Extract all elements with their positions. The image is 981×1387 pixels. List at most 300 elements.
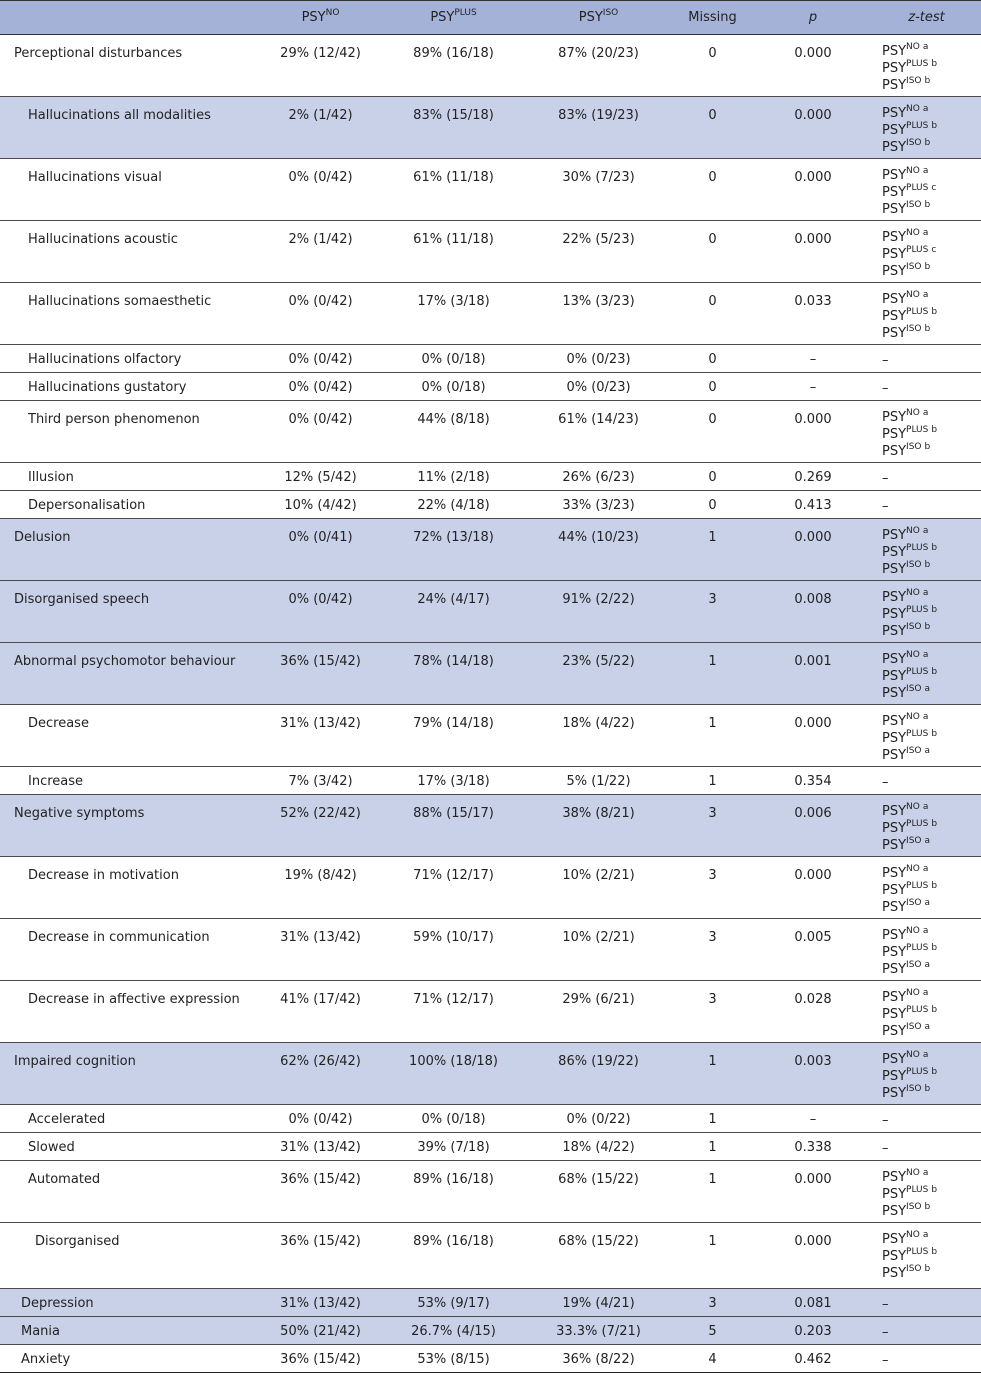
- row-label: Disorganised: [0, 1223, 260, 1289]
- cell-missing: 1: [671, 643, 754, 705]
- table-row: [0, 1289, 981, 1317]
- cell-z-test: [872, 919, 981, 981]
- z-group-prefix: PSY: [882, 731, 907, 746]
- z-group-prefix: PSY: [882, 78, 907, 93]
- z-subset-letter: b: [931, 729, 938, 739]
- cell-missing: 0: [671, 463, 754, 491]
- header-psy-iso: $PSY^{ISO}$: [526, 1, 671, 35]
- z-group-sup: NO: [906, 864, 920, 874]
- z-subset-letter: c: [931, 245, 937, 255]
- z-test-entry: [882, 1203, 980, 1220]
- cell-z-test: –: [872, 1289, 981, 1317]
- z-subset-letter: b: [931, 425, 938, 435]
- table-row: [0, 1345, 981, 1373]
- row-label: Disorganised speech: [0, 581, 260, 643]
- table-row: [0, 491, 981, 519]
- row-label: Perceptional disturbances: [0, 35, 260, 97]
- cell-psy-no: 36% (15/42): [260, 643, 381, 705]
- z-subset-letter: b: [931, 881, 938, 891]
- z-group-sup: ISO: [906, 622, 922, 632]
- z-group-sup: NO: [906, 42, 920, 52]
- cell-missing: 1: [671, 1161, 754, 1223]
- z-group-sup: ISO: [906, 324, 922, 334]
- z-group-prefix: PSY: [882, 1232, 907, 1247]
- cell-p: 0.000: [754, 519, 872, 581]
- z-group-sup: ISO: [906, 262, 922, 272]
- cell-psy-no: 0% (0/41): [260, 519, 381, 581]
- z-test-entry: [882, 201, 980, 218]
- row-label: Hallucinations all modalities: [0, 97, 260, 159]
- cell-psy-plus: 71% (12/17): [381, 981, 526, 1043]
- cell-missing: 3: [671, 795, 754, 857]
- z-group-sup: NO: [906, 926, 920, 936]
- table-row: [0, 373, 981, 401]
- z-group-prefix: PSY: [882, 1024, 907, 1039]
- z-group-sup: ISO: [906, 200, 922, 210]
- z-test-entry: [882, 837, 980, 854]
- cell-psy-plus: 26.7% (4/15): [381, 1317, 526, 1345]
- cell-z-test: [872, 1223, 981, 1289]
- row-label: Automated: [0, 1161, 260, 1223]
- cell-psy-plus: 100% (18/18): [381, 1043, 526, 1105]
- z-subset-letter: a: [922, 166, 929, 176]
- cell-psy-no: 50% (21/42): [260, 1317, 381, 1345]
- z-test-entry: [882, 561, 980, 578]
- cell-psy-plus: 44% (8/18): [381, 401, 526, 463]
- z-test-entry: [882, 651, 980, 668]
- cell-missing: 1: [671, 1133, 754, 1161]
- z-group-sup: PLUS: [906, 729, 929, 739]
- cell-psy-no: 31% (13/42): [260, 1289, 381, 1317]
- z-group-prefix: PSY: [882, 292, 907, 307]
- cell-psy-iso: 5% (1/22): [526, 767, 671, 795]
- cell-z-test: [872, 401, 981, 463]
- table-row: [0, 35, 981, 97]
- z-group-sup: PLUS: [906, 183, 929, 193]
- cell-p: –: [754, 1105, 872, 1133]
- z-group-prefix: PSY: [882, 990, 907, 1005]
- cell-psy-iso: 86% (19/22): [526, 1043, 671, 1105]
- z-subset-letter: b: [924, 138, 931, 148]
- z-group-sup: PLUS: [906, 667, 929, 677]
- cell-psy-plus: 0% (0/18): [381, 1105, 526, 1133]
- cell-z-test: –: [872, 1133, 981, 1161]
- cell-psy-no: 0% (0/42): [260, 581, 381, 643]
- z-test-entry: [882, 589, 980, 606]
- z-subset-letter: b: [931, 1185, 938, 1195]
- cell-p: –: [754, 345, 872, 373]
- table-row: [0, 795, 981, 857]
- cell-psy-no: 12% (5/42): [260, 463, 381, 491]
- z-test-entry: [882, 944, 980, 961]
- z-subset-letter: a: [922, 802, 929, 812]
- cell-psy-plus: 22% (4/18): [381, 491, 526, 519]
- z-group-prefix: PSY: [882, 1007, 907, 1022]
- z-group-prefix: PSY: [882, 444, 907, 459]
- cell-missing: 1: [671, 519, 754, 581]
- z-subset-letter: b: [931, 1005, 938, 1015]
- table-row: [0, 1317, 981, 1345]
- row-label: Depersonalisation: [0, 491, 260, 519]
- cell-psy-iso: 36% (8/22): [526, 1345, 671, 1373]
- cell-psy-iso: 0% (0/23): [526, 373, 671, 401]
- z-test-entry: [882, 139, 980, 156]
- cell-psy-plus: 59% (10/17): [381, 919, 526, 981]
- cell-missing: 0: [671, 159, 754, 221]
- cell-p: 0.000: [754, 97, 872, 159]
- row-label: Third person phenomenon: [0, 401, 260, 463]
- cell-psy-no: 36% (15/42): [260, 1223, 381, 1289]
- z-subset-letter: a: [924, 1022, 931, 1032]
- z-test-entry: [882, 927, 980, 944]
- cell-psy-plus: 17% (3/18): [381, 283, 526, 345]
- table-row: [0, 981, 981, 1043]
- cell-z-test: –: [872, 767, 981, 795]
- z-subset-letter: a: [922, 712, 929, 722]
- row-label: Decrease: [0, 705, 260, 767]
- cell-p: 0.338: [754, 1133, 872, 1161]
- cell-p: 0.033: [754, 283, 872, 345]
- cell-missing: 3: [671, 919, 754, 981]
- cell-psy-plus: 39% (7/18): [381, 1133, 526, 1161]
- cell-psy-iso: 10% (2/21): [526, 857, 671, 919]
- cell-missing: 4: [671, 1345, 754, 1373]
- cell-psy-iso: 0% (0/22): [526, 1105, 671, 1133]
- cell-psy-plus: 78% (14/18): [381, 643, 526, 705]
- z-group-prefix: PSY: [882, 624, 907, 639]
- cell-psy-iso: 68% (15/22): [526, 1223, 671, 1289]
- z-group-sup: ISO: [906, 746, 922, 756]
- z-test-entry: [882, 43, 980, 60]
- z-test-entry: [882, 409, 980, 426]
- header-row: [0, 1, 981, 35]
- z-test-entry: [882, 606, 980, 623]
- z-group-prefix: PSY: [882, 652, 907, 667]
- header-missing: Missing: [671, 1, 754, 35]
- table-row: [0, 643, 981, 705]
- cell-p: 0.000: [754, 705, 872, 767]
- z-test-entry: [882, 668, 980, 685]
- cell-p: 0.028: [754, 981, 872, 1043]
- cell-z-test: [872, 519, 981, 581]
- cell-psy-no: 31% (13/42): [260, 1133, 381, 1161]
- z-subset-letter: b: [931, 121, 938, 131]
- z-group-sup: ISO: [906, 442, 922, 452]
- z-test-entry: [882, 77, 980, 94]
- z-group-prefix: PSY: [882, 230, 907, 245]
- z-group-prefix: PSY: [882, 1086, 907, 1101]
- cell-missing: 1: [671, 767, 754, 795]
- z-test-entry: [882, 426, 980, 443]
- z-group-sup: PLUS: [906, 425, 929, 435]
- cell-p: 0.081: [754, 1289, 872, 1317]
- cell-psy-no: 36% (15/42): [260, 1345, 381, 1373]
- cell-p: 0.000: [754, 1161, 872, 1223]
- z-group-sup: ISO: [906, 960, 922, 970]
- table-row: [0, 581, 981, 643]
- cell-p: 0.000: [754, 35, 872, 97]
- z-subset-letter: b: [931, 943, 938, 953]
- cell-psy-iso: 10% (2/21): [526, 919, 671, 981]
- cell-z-test: [872, 981, 981, 1043]
- z-test-entry: [882, 263, 980, 280]
- cell-missing: 3: [671, 581, 754, 643]
- cell-z-test: [872, 581, 981, 643]
- cell-psy-iso: 83% (19/23): [526, 97, 671, 159]
- z-group-sup: NO: [906, 1230, 920, 1240]
- z-group-prefix: PSY: [882, 748, 907, 763]
- z-group-sup: NO: [906, 526, 920, 536]
- cell-missing: 5: [671, 1317, 754, 1345]
- cell-missing: 1: [671, 705, 754, 767]
- z-subset-letter: b: [924, 1084, 931, 1094]
- z-group-prefix: PSY: [882, 1069, 907, 1084]
- table-row: [0, 1133, 981, 1161]
- z-group-sup: NO: [906, 166, 920, 176]
- z-test-entry: [882, 1248, 980, 1265]
- z-subset-letter: b: [924, 262, 931, 272]
- z-group-sup: ISO: [906, 138, 922, 148]
- cell-z-test: –: [872, 491, 981, 519]
- cell-psy-no: 31% (13/42): [260, 705, 381, 767]
- z-test-entry: [882, 105, 980, 122]
- z-group-prefix: PSY: [882, 686, 907, 701]
- row-label: Hallucinations olfactory: [0, 345, 260, 373]
- row-label: Slowed: [0, 1133, 260, 1161]
- cell-p: 0.413: [754, 491, 872, 519]
- cell-missing: 1: [671, 1043, 754, 1105]
- cell-z-test: –: [872, 1105, 981, 1133]
- cell-psy-iso: 22% (5/23): [526, 221, 671, 283]
- cell-z-test: –: [872, 345, 981, 373]
- z-group-prefix: PSY: [882, 185, 907, 200]
- cell-missing: 0: [671, 401, 754, 463]
- z-test-entry: [882, 803, 980, 820]
- cell-p: 0.000: [754, 1223, 872, 1289]
- cell-missing: 3: [671, 857, 754, 919]
- cell-psy-plus: 89% (16/18): [381, 1161, 526, 1223]
- row-label: Depression: [0, 1289, 260, 1317]
- cell-psy-plus: 71% (12/17): [381, 857, 526, 919]
- header-psy-plus: $PSY^{PLUS}$: [381, 1, 526, 35]
- z-group-prefix: PSY: [882, 962, 907, 977]
- row-label: Hallucinations acoustic: [0, 221, 260, 283]
- z-subset-letter: b: [931, 667, 938, 677]
- z-group-prefix: PSY: [882, 1187, 907, 1202]
- z-test-entry: [882, 1068, 980, 1085]
- z-subset-letter: a: [922, 864, 929, 874]
- z-group-sup: NO: [906, 650, 920, 660]
- z-test-entry: [882, 122, 980, 139]
- z-group-prefix: PSY: [882, 106, 907, 121]
- row-label: Anxiety: [0, 1345, 260, 1373]
- z-subset-letter: a: [922, 408, 929, 418]
- header-label: [0, 1, 260, 35]
- z-group-prefix: PSY: [882, 838, 907, 853]
- cell-psy-plus: 0% (0/18): [381, 345, 526, 373]
- cell-psy-iso: 61% (14/23): [526, 401, 671, 463]
- cell-psy-no: 2% (1/42): [260, 221, 381, 283]
- cell-psy-no: 52% (22/42): [260, 795, 381, 857]
- z-group-sup: NO: [906, 408, 920, 418]
- z-subset-letter: a: [922, 1050, 929, 1060]
- z-subset-letter: b: [924, 1264, 931, 1274]
- z-group-sup: PLUS: [906, 121, 929, 131]
- cell-missing: 0: [671, 97, 754, 159]
- z-subset-letter: a: [922, 926, 929, 936]
- cell-z-test: [872, 97, 981, 159]
- row-label: Hallucinations visual: [0, 159, 260, 221]
- z-test-entry: [882, 747, 980, 764]
- cell-p: 0.269: [754, 463, 872, 491]
- z-group-sup: NO: [906, 1050, 920, 1060]
- z-test-entry: [882, 60, 980, 77]
- row-label: Delusion: [0, 519, 260, 581]
- cell-psy-no: 10% (4/42): [260, 491, 381, 519]
- table-row: [0, 1105, 981, 1133]
- z-test-entry: [882, 865, 980, 882]
- cell-psy-iso: 33.3% (7/21): [526, 1317, 671, 1345]
- z-test-entry: [882, 820, 980, 837]
- cell-missing: 0: [671, 221, 754, 283]
- cell-psy-plus: 79% (14/18): [381, 705, 526, 767]
- cell-psy-plus: 83% (15/18): [381, 97, 526, 159]
- z-group-sup: PLUS: [906, 245, 929, 255]
- row-label: Abnormal psychomotor behaviour: [0, 643, 260, 705]
- cell-psy-iso: 26% (6/23): [526, 463, 671, 491]
- z-group-prefix: PSY: [882, 1249, 907, 1264]
- z-group-sup: NO: [906, 1168, 920, 1178]
- z-test-entry: [882, 882, 980, 899]
- z-subset-letter: b: [931, 1067, 938, 1077]
- cell-psy-iso: 38% (8/21): [526, 795, 671, 857]
- z-subset-letter: b: [931, 307, 938, 317]
- z-group-sup: NO: [906, 588, 920, 598]
- z-group-sup: PLUS: [906, 881, 929, 891]
- cell-psy-no: 7% (3/42): [260, 767, 381, 795]
- cell-psy-iso: 19% (4/21): [526, 1289, 671, 1317]
- z-group-prefix: PSY: [882, 410, 907, 425]
- table-row: [0, 221, 981, 283]
- z-group-prefix: PSY: [882, 123, 907, 138]
- cell-psy-plus: 88% (15/17): [381, 795, 526, 857]
- cell-z-test: [872, 1161, 981, 1223]
- z-subset-letter: c: [931, 183, 937, 193]
- z-group-sup: ISO: [906, 560, 922, 570]
- z-test-entry: [882, 229, 980, 246]
- z-group-prefix: PSY: [882, 562, 907, 577]
- cell-p: 0.000: [754, 401, 872, 463]
- table-row: [0, 345, 981, 373]
- cell-psy-iso: 87% (20/23): [526, 35, 671, 97]
- z-test-entry: [882, 713, 980, 730]
- table-row: [0, 97, 981, 159]
- z-test-entry: [882, 325, 980, 342]
- row-label: Illusion: [0, 463, 260, 491]
- z-group-sup: NO: [906, 290, 920, 300]
- z-group-sup: PLUS: [906, 1067, 929, 1077]
- z-subset-letter: a: [924, 746, 931, 756]
- cell-psy-no: 0% (0/42): [260, 283, 381, 345]
- cell-psy-no: 0% (0/42): [260, 345, 381, 373]
- cell-z-test: [872, 221, 981, 283]
- z-group-prefix: PSY: [882, 590, 907, 605]
- z-test-entry: [882, 167, 980, 184]
- table-row: [0, 1223, 981, 1289]
- z-subset-letter: b: [924, 1202, 931, 1212]
- cell-psy-iso: 18% (4/22): [526, 705, 671, 767]
- z-test-entry: [882, 1006, 980, 1023]
- cell-missing: 0: [671, 345, 754, 373]
- z-subset-letter: a: [922, 588, 929, 598]
- row-label: Impaired cognition: [0, 1043, 260, 1105]
- cell-psy-plus: 11% (2/18): [381, 463, 526, 491]
- table-row: [0, 1161, 981, 1223]
- cell-missing: 3: [671, 1289, 754, 1317]
- z-group-sup: ISO: [906, 1022, 922, 1032]
- cell-psy-plus: 53% (9/17): [381, 1289, 526, 1317]
- row-label: Decrease in communication: [0, 919, 260, 981]
- cell-psy-plus: 72% (13/18): [381, 519, 526, 581]
- z-test-entry: [882, 443, 980, 460]
- cell-missing: 1: [671, 1105, 754, 1133]
- cell-psy-no: 19% (8/42): [260, 857, 381, 919]
- z-group-prefix: PSY: [882, 247, 907, 262]
- z-test-entry: [882, 1085, 980, 1102]
- z-group-prefix: PSY: [882, 945, 907, 960]
- cell-p: 0.000: [754, 159, 872, 221]
- cell-missing: 0: [671, 283, 754, 345]
- cell-psy-iso: 68% (15/22): [526, 1161, 671, 1223]
- z-group-prefix: PSY: [882, 804, 907, 819]
- cell-psy-iso: 0% (0/23): [526, 345, 671, 373]
- z-group-sup: PLUS: [906, 1247, 929, 1257]
- cell-psy-plus: 24% (4/17): [381, 581, 526, 643]
- table-row: [0, 767, 981, 795]
- z-group-prefix: PSY: [882, 44, 907, 59]
- cell-p: 0.354: [754, 767, 872, 795]
- z-subset-letter: b: [924, 442, 931, 452]
- row-label: Hallucinations somaesthetic: [0, 283, 260, 345]
- cell-psy-iso: 33% (3/23): [526, 491, 671, 519]
- z-test-entry: [882, 308, 980, 325]
- cell-psy-no: 36% (15/42): [260, 1161, 381, 1223]
- z-group-prefix: PSY: [882, 326, 907, 341]
- table-row: [0, 705, 981, 767]
- cell-z-test: [872, 643, 981, 705]
- cell-p: –: [754, 373, 872, 401]
- cell-p: 0.005: [754, 919, 872, 981]
- cell-missing: 0: [671, 373, 754, 401]
- z-test-entry: [882, 291, 980, 308]
- z-group-prefix: PSY: [882, 264, 907, 279]
- table-row: [0, 401, 981, 463]
- z-test-entry: [882, 544, 980, 561]
- cell-p: 0.008: [754, 581, 872, 643]
- z-group-sup: NO: [906, 228, 920, 238]
- z-group-prefix: PSY: [882, 1052, 907, 1067]
- cell-p: 0.003: [754, 1043, 872, 1105]
- z-group-prefix: PSY: [882, 928, 907, 943]
- z-test-entry: [882, 184, 980, 201]
- z-group-sup: PLUS: [906, 605, 929, 615]
- cell-z-test: [872, 705, 981, 767]
- cell-psy-plus: 53% (8/15): [381, 1345, 526, 1373]
- cell-psy-no: 0% (0/42): [260, 159, 381, 221]
- z-group-sup: NO: [906, 802, 920, 812]
- cell-missing: 0: [671, 35, 754, 97]
- table-row: [0, 283, 981, 345]
